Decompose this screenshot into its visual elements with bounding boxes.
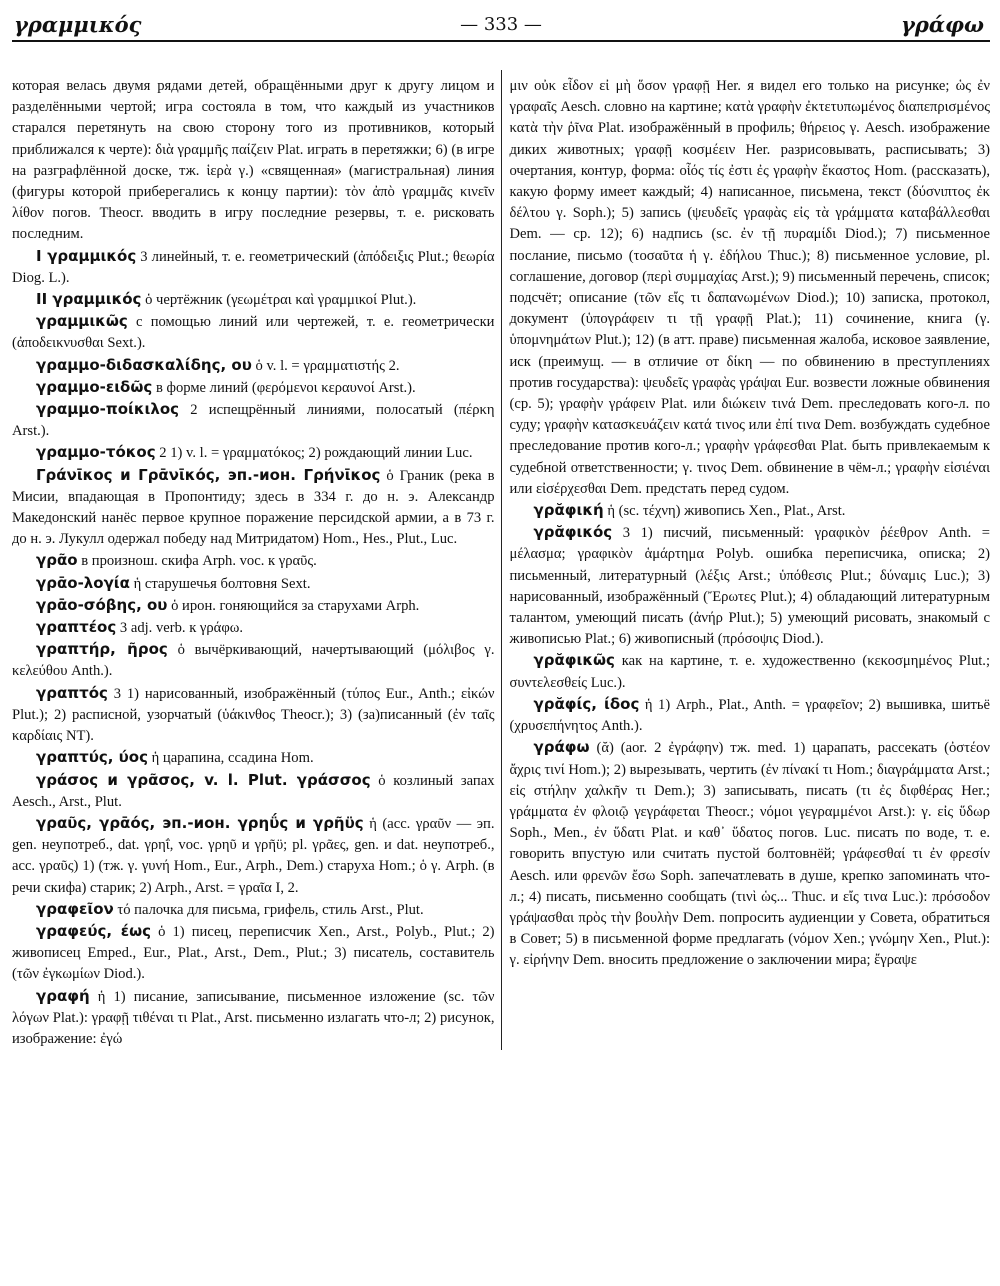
- entry-headword: γραπτήρ, ῆρος: [36, 640, 168, 659]
- dictionary-entry-grammodidaskalides: [12, 355, 495, 377]
- dictionary-entry-graus: [12, 813, 495, 899]
- entry-headword: γρᾰφική: [533, 501, 604, 520]
- entry-text: ὁ Граник (река в Мисии, впадающая в Пропонтиду; здесь в 334 г. до н. э. Александр Македонский нанёс первое крупное поражение персидской армии, а в 73 г. до н. э. Лукулл одержал победу над Митридатом) Hom., Hes., Plut., Luc.: [12, 467, 495, 548]
- right-running-headword: γράφω: [901, 12, 984, 37]
- entry-headword: Γράνῑκος и Γρᾱνῑκός, эп.-ион. Γρήνῑκος: [36, 465, 381, 484]
- entry-headword: γραμμο-τόκος: [36, 443, 156, 462]
- entry-text: с помощью линий или чертежей, т. е. геометрически (ἀποδεικνυσθαι Sext.).: [12, 314, 495, 352]
- dictionary-entry-grapheus: [12, 921, 495, 986]
- entry-text: ὁ v. l. = γραμματιστής 2.: [251, 357, 400, 374]
- entry-text: (ᾰ) (aor. 2 ἐγράφην) тж. med. 1) царапать, рассекать (ὀστέον ἄχρις τινί Hom.); 2) вырезывать, чертить (ἐν πίνακί τι Hom.; διαγράμματα Arst.; εἰς στήλην χαλκῆν τι Dem.); 3) записывать, писать (τι ἐς διφθέρας Her.; γράμματα ἐν φλοιῷ γεγράφεται Theocr.; νόμοι γεγραμμένοι Arst.): γ. εἰς ὕδωρ Soph., Men., ἐν ὕδατι Plat. и καθ᾽ ὕδατος погов. Luc. писать по воде, т. е. говорить впустую или считать пустой болтовнёй; γράφεσθαί τι ἐν φρεσίν Aesch. или φρενῶν ἔσω Soph. запечатлевать в душе, крепко запоминать что-л.; 4) писать, письменно сообщать (τινὶ ὡς... Thuc. и εἴς τινα Luc.): πρόσοδον γράψασθαι πρὸς τὴν βουλὴν Dem. попросить аудиенции у Совета, обратиться в Совет; 5) в письменной форме предлагать (νόμον Xen.; γνώμην Xen., Plut.): γ. εἰρήνην Dem. вносить предложение о заключении мира; ἔγραψε: [509, 740, 991, 969]
- entry-text: в форме линий (φερόμενοι κεραυνοί Arst.).: [152, 379, 416, 396]
- dictionary-entry-graologia: [12, 573, 495, 595]
- entry-headword: γρᾱο-σόβης, ου: [36, 595, 168, 614]
- dictionary-entry-grammikos2: [12, 289, 495, 311]
- entry-headword: γραπτός: [36, 683, 108, 702]
- dictionary-entry-granikos: [12, 465, 495, 551]
- dictionary-entry-grammoeides: [12, 377, 495, 399]
- dictionary-entry-graphe: [12, 986, 495, 1051]
- dictionary-entry-graphikos_adv: [510, 650, 991, 693]
- left-column: [12, 76, 495, 1050]
- dictionary-entry-grapter: [12, 639, 495, 682]
- dictionary-entry-graphikos: [510, 522, 991, 650]
- dictionary-entry-graptos: [12, 683, 495, 748]
- dictionary-entry-grammopoikilos: [12, 399, 495, 442]
- entry-headword: γραμμο-διδασκαλίδης, ου: [36, 355, 252, 374]
- dictionary-entry-cont: [12, 76, 495, 246]
- entry-text: ἡ царапина, ссадина Hom.: [147, 750, 314, 767]
- entry-text: ἡ (acc. γραῦν — эп. gen. неупотреб., dat. γρηΐ, voc. γρηῦ и γρῆϋ; pl. γρᾶες, gen. и dat. неупотреб., acc. γραῦς) 1) (тж. γ. γυνή Hom., Eur., Arph., Dem.) старуха Hom.; ὁ γ. Arph. (в речи скифа) старик; 2) Arph., Arst. = γραῖα I, 2.: [12, 815, 495, 896]
- entry-text: ὁ чертёжник (γεωμέτραι καὶ γραμμικοί Plut.).: [141, 292, 417, 309]
- entry-text: 2 1) v. l. = γραμματόκος; 2) рождающий линии Luc.: [155, 445, 473, 462]
- entry-headword: γράφω: [533, 738, 590, 757]
- entry-text: которая велась двумя рядами детей, обращёнными друг к другу лицом и разделёнными чертой; игра состояла в том, что каждый из участников старался перетянуть на свою сторону того из противников, который приближался к черте): διὰ γραμμῆς παίζειν Plat. играть в перетяжки; 6) (в игре на разграфлённой доске, тж. ἱερὰ γ.) «священная» (магистральная) линия (фигуры которой приберегались к концу партии): τὸν ἀπὸ γραμμᾶς κινεῖν λίθον погов. Theocr. вводить в игру последние резервы, т. е. рисковать последним.: [12, 78, 495, 243]
- entry-text: μιν οὐκ εἶδον εἰ μὴ ὅσον γραφῇ Her. я видел его только на рисунке; ὡς ἐν γραφαῖς Aesch. словно на картине; κατὰ γραφὴν ἐκτετυπωμένος διαπεπρισμένος κατὰ τὴν ῥῖνα Plat. изображённый в профиль; θήρειος γ. Aesch. изображение диких животных; γραφῇ κοσμέειν Her. разрисовывать, расписывать; 3) очертания, контур, форма: οἷός τίς ἐστι ἐς γραφὴν ἕκαστος Hom. (рассказать), какую форму имеет каждый; 4) написанное, письмена, текст (δύσνιπτος ἐκ δέλτου γ. Soph.); 5) запись (ψευδεῖς γραφὰς εἰς τὰ γράμματα καταβάλλεσθαι Dem. — ср. 12); 6) надпись (sc. ἐν τῇ πυραμίδι Diod.); 7) письменное послание, письмо (τοσαῦτα ἡ γ. ἐδήλου Thuc.); 8) письменное условие, pl. соглашение, договор (περὶ συμμαχίας Arst.); 9) письменный перечень, список; подсчёт; описание (τῶν εἴς τι δαπανωμένων Diod.); 10) записка, протокол, документ (ὑπογράφειν τι τῇ γραφῇ Plat.); 11) сочинение, книга (γ. ὑπομνημάτων Plut.); 12) (в атт. праве) письменная жалоба, исковое заявление, иск (преимущ. — в отличие от δίκη — по обвинению в преступлениях против государства): ψευδεῖς γραφὰς γράψαι Eur. возвести ложные обвинения (ср. 5); γραφὴν γράφειν Plat. или διώκειν τινά Dem. преследовать кого-л. по суду; γραφὴν κατασκευάζειν κατά τινος или ἐπί τινα Dem. возбуждать судебное преследование против кого-л.; γραφὴν γράφεσθαι Plat. быть привлекаемым к судебной ответственности; γ. τινος Dem. обвинение в чём-л.; γραφὴν εἰσιέναι или εἰσέρχεσθαι Dem. предстать перед судом.: [509, 78, 991, 497]
- column-divider: [501, 70, 502, 1050]
- entry-headword: γρᾱο-λογία: [36, 573, 130, 592]
- entry-text: 2 испещрённый линиями, полосатый (πέρκη Arst.).: [12, 402, 495, 440]
- dictionary-entry-grapheion: [12, 899, 495, 921]
- entry-headword: γραπτύς, ύος: [36, 748, 148, 767]
- text-columns: [12, 76, 990, 1050]
- entry-text: 3 1) писчий, письменный: γραφικὸν ῥέεθρον Anth. = μέλασμα; γραφικὸν ἁμάρτημα Polyb. ошибка переписчика, описка; 2) письменный, литературный (λέξις Arst.; ὑπόθεσις Plut.; δύναμις Luc.); 3) нарисованный, изображённый (Ἔρωτες Plut.); 4) обладающий литературным талантом, умеющий писать (ἀνήρ Plut.); 5) умеющий рисовать, знакомый с живописью Plat.; 6) живописный (πρόσοψις Diod.).: [509, 525, 991, 648]
- dictionary-entry-grao: [12, 550, 495, 572]
- entry-headword: γρᾰφίς, ίδος: [533, 694, 640, 713]
- dictionary-entry-grapteos: [12, 617, 495, 639]
- dictionary-entry-grasos: [12, 770, 495, 813]
- entry-headword: γραφή: [36, 986, 90, 1005]
- entry-text: ὁ 1) писец, переписчик Xen., Arst., Polyb., Plut.; 2) живописец Emped., Eur., Plat., Arst., Dem., Plut.; 3) писатель, составитель (τῶν ἐγκωμίων Diod.).: [12, 923, 495, 983]
- entry-text: ὁ вычёркивающий, начертывающий (μόλιβος γ. κελεύθου Anth.).: [12, 642, 495, 680]
- dictionary-entry-grammotokos: [12, 442, 495, 464]
- dictionary-entry-graptys: [12, 747, 495, 769]
- dictionary-entry-graphis: [510, 694, 991, 737]
- entry-text: в произнош. скифа Arph. voc. к γραῦς.: [77, 553, 317, 570]
- entry-text: 3 1) нарисованный, изображённый (τύπος Eur., Anth.; εἰκών Plut.); 2) расписной, узорчатый (ὑάκινθος Theocr.); 3) (за)писанный (ἐν ταῖς καρδίαις NT).: [12, 685, 495, 745]
- dictionary-entry-grammikos1: [12, 246, 495, 289]
- right-column: [510, 76, 991, 1050]
- entry-headword: II γραμμικός: [36, 290, 142, 309]
- entry-text: ἡ (sc. τέχνη) живопись Xen., Plat., Arst.: [603, 503, 846, 520]
- entry-text: ἡ старушечья болтовня Sext.: [129, 575, 311, 592]
- entry-text: τό палочка для письма, грифель, стиль Arst., Plut.: [113, 901, 424, 918]
- entry-text: ἡ 1) писание, записывание, письменное изложение (sc. τῶν λόγων Plat.): γραφῇ τιθέναι τι Plat., Arst. письменно излагать что-л; 2) рисунок, изображение: ἐγώ: [12, 988, 495, 1047]
- entry-text: 3 adj. verb. к γράφω.: [116, 620, 243, 637]
- entry-headword: I γραμμικός: [36, 246, 137, 265]
- entry-headword: γράσος и γρᾶσος, v. l. Plut. γράσσος: [36, 770, 371, 789]
- entry-headword: γραφεύς, έως: [36, 921, 151, 940]
- dictionary-entry-grammikos_adv: [12, 311, 495, 354]
- entry-headword: γραμμο-ποίκιλος: [36, 400, 180, 419]
- entry-headword: γρᾶο: [36, 551, 78, 570]
- dictionary-entry-graosobes: [12, 595, 495, 617]
- entry-headword: γραφεῖον: [36, 899, 114, 918]
- entry-text: ὁ ирон. гоняющийся за старухами Arph.: [167, 597, 420, 614]
- entry-text: ἡ 1) Arph., Plat., Anth. = γραφεῖον; 2) вышивка, шитьё (χρυσεπήνητος Anth.).: [509, 696, 991, 735]
- left-running-headword: γραμμικός: [14, 12, 142, 37]
- entry-headword: γραπτέος: [36, 618, 117, 637]
- entry-headword: γρᾰφικῶς: [533, 651, 615, 670]
- entry-text: ὁ козлиный запах Aesch., Arst., Plut.: [12, 772, 495, 810]
- page-header: [12, 10, 990, 42]
- entry-headword: γραμμικῶς: [36, 312, 128, 331]
- entry-text: 3 линейный, т. е. геометрический (ἀπόδειξις Plut.; θεωρία Diog. L.).: [12, 248, 495, 286]
- entry-text: как на картине, т. е. художественно (κεκοσμημένος Plut.; συντελεσθείς Luc.).: [509, 653, 991, 691]
- dictionary-entry-graphe_cont: [510, 76, 991, 500]
- entry-headword: γραῦς, γρᾱός, эп.-ион. γρηΰς и γρῆϋς: [36, 813, 364, 832]
- entry-headword: γραμμο-ειδῶς: [36, 377, 153, 396]
- entry-headword: γρᾰφικός: [533, 523, 613, 542]
- page-number: — 333 —: [460, 14, 542, 35]
- dictionary-entry-grapho: [510, 737, 991, 971]
- dictionary-entry-graphike: [510, 500, 991, 522]
